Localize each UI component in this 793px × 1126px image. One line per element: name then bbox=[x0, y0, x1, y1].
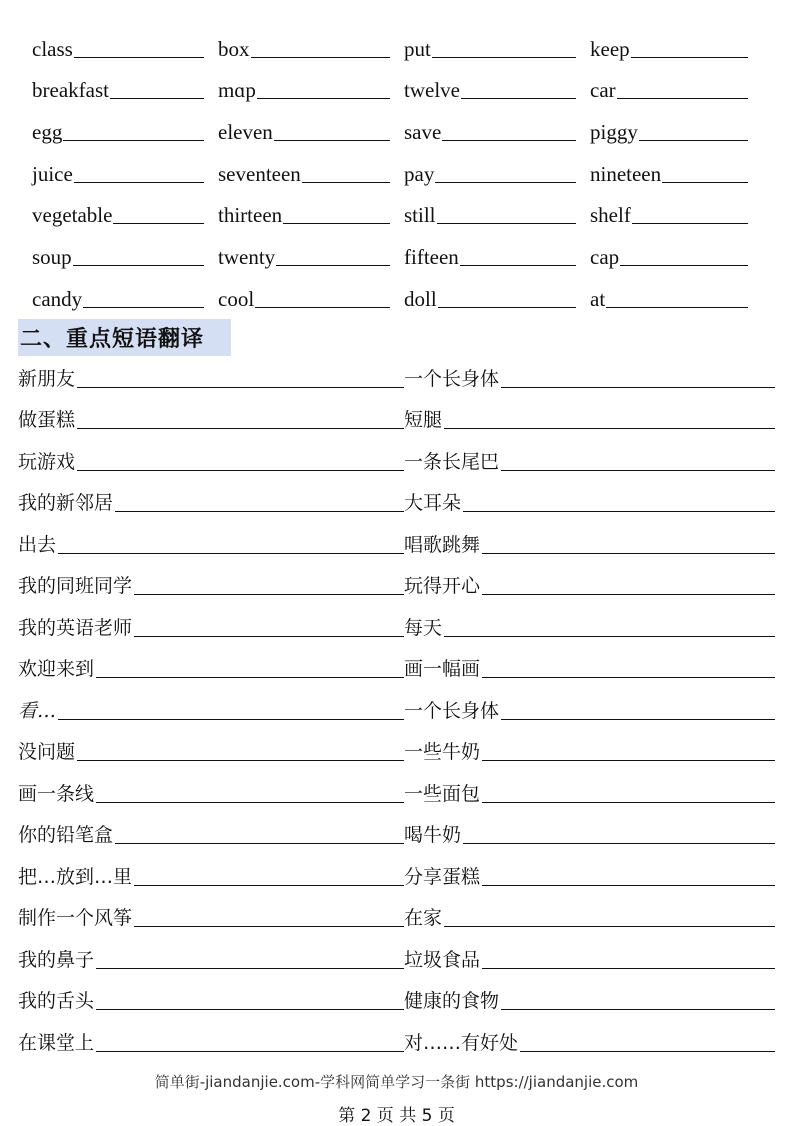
phrase-item bbox=[18, 978, 404, 1020]
word-item bbox=[32, 191, 218, 233]
phrase-text: 我的同班同学 bbox=[18, 575, 133, 597]
word-item bbox=[404, 66, 590, 108]
phrase-item bbox=[18, 563, 404, 605]
phrase-text: 喝牛奶 bbox=[404, 824, 462, 846]
phrase-text: 一些面包 bbox=[404, 782, 481, 805]
phrase-item bbox=[404, 687, 775, 729]
phrase-text: 每天 bbox=[404, 616, 443, 639]
answer-blank[interactable] bbox=[96, 1009, 404, 1010]
answer-blank[interactable] bbox=[444, 428, 775, 429]
word-item bbox=[590, 191, 762, 233]
word-text: candy bbox=[32, 286, 83, 311]
word-item bbox=[32, 107, 218, 149]
word-text: piggy bbox=[590, 120, 638, 145]
answer-blank[interactable] bbox=[461, 98, 576, 99]
word-item bbox=[218, 107, 404, 149]
answer-blank[interactable] bbox=[460, 265, 576, 266]
word-item bbox=[590, 274, 762, 316]
answer-blank[interactable] bbox=[438, 307, 576, 308]
phrase-text: 把…放到…里 bbox=[18, 865, 133, 888]
phrase-item bbox=[404, 1019, 775, 1061]
phrase-item bbox=[18, 812, 404, 854]
phrase-text: 我的新邻居 bbox=[18, 492, 114, 514]
answer-blank[interactable] bbox=[442, 140, 576, 141]
phrase-text: 对……有好处 bbox=[404, 1031, 519, 1054]
phrase-item bbox=[18, 521, 404, 563]
word-item bbox=[404, 149, 590, 191]
answer-blank[interactable] bbox=[501, 387, 775, 388]
phrase-text: 我的舌头 bbox=[18, 990, 95, 1012]
answer-blank[interactable] bbox=[251, 57, 391, 58]
answer-blank[interactable] bbox=[77, 470, 404, 471]
phrase-text: 一条长尾巴 bbox=[404, 450, 500, 473]
phrase-item bbox=[18, 770, 404, 812]
word-text: put bbox=[404, 36, 431, 61]
phrase-text: 出去 bbox=[18, 533, 57, 556]
answer-blank[interactable] bbox=[620, 265, 748, 266]
answer-blank[interactable] bbox=[96, 802, 404, 803]
phrase-item bbox=[404, 770, 775, 812]
answer-blank[interactable] bbox=[73, 265, 204, 266]
word-text: doll bbox=[404, 286, 437, 311]
phrase-text: 新朋友 bbox=[18, 367, 76, 390]
answer-blank[interactable] bbox=[631, 57, 748, 58]
phrase-item bbox=[18, 355, 404, 397]
phrase-text: 看… bbox=[18, 699, 57, 722]
word-item bbox=[32, 66, 218, 108]
phrase-item bbox=[18, 729, 404, 771]
phrase-item bbox=[404, 355, 775, 397]
phrase-text: 大耳朵 bbox=[404, 492, 462, 514]
answer-blank[interactable] bbox=[58, 553, 404, 554]
answer-blank[interactable] bbox=[437, 223, 576, 224]
phrase-item bbox=[404, 895, 775, 937]
word-item bbox=[590, 232, 762, 274]
word-item bbox=[32, 24, 218, 66]
phrase-item bbox=[404, 936, 775, 978]
phrase-item bbox=[404, 729, 775, 771]
answer-blank[interactable] bbox=[283, 223, 390, 224]
answer-blank[interactable] bbox=[520, 1051, 775, 1052]
word-item bbox=[218, 274, 404, 316]
answer-blank[interactable] bbox=[463, 511, 775, 512]
phrase-item bbox=[404, 646, 775, 688]
phrase-item bbox=[404, 812, 775, 854]
word-text: save bbox=[404, 120, 442, 145]
word-item bbox=[218, 66, 404, 108]
phrase-text: 我的英语老师 bbox=[18, 616, 133, 639]
word-item bbox=[218, 232, 404, 274]
phrase-item bbox=[18, 397, 404, 439]
word-item bbox=[404, 191, 590, 233]
word-text: still bbox=[404, 203, 436, 228]
phrase-item bbox=[18, 604, 404, 646]
phrase-item bbox=[18, 480, 404, 522]
answer-blank[interactable] bbox=[501, 719, 775, 720]
answer-blank[interactable] bbox=[501, 470, 775, 471]
word-text: mɑp bbox=[218, 78, 256, 103]
word-text: fifteen bbox=[404, 245, 459, 270]
phrase-text: 我的鼻子 bbox=[18, 948, 95, 971]
answer-blank[interactable] bbox=[606, 307, 748, 308]
phrase-text: 垃圾食品 bbox=[404, 948, 481, 971]
answer-blank[interactable] bbox=[274, 140, 390, 141]
word-item bbox=[32, 274, 218, 316]
answer-blank[interactable] bbox=[302, 182, 390, 183]
word-text: class bbox=[32, 36, 73, 61]
answer-blank[interactable] bbox=[482, 885, 775, 886]
answer-blank[interactable] bbox=[110, 98, 204, 99]
word-text: twelve bbox=[404, 78, 460, 103]
word-text: soup bbox=[32, 245, 72, 270]
answer-blank[interactable] bbox=[134, 594, 404, 595]
answer-blank[interactable] bbox=[482, 802, 775, 803]
phrase-text: 画一条线 bbox=[18, 782, 95, 805]
answer-blank[interactable] bbox=[639, 140, 748, 141]
phrase-item bbox=[18, 438, 404, 480]
word-text: egg bbox=[32, 120, 63, 145]
word-item bbox=[590, 66, 762, 108]
answer-blank[interactable] bbox=[257, 98, 390, 99]
word-item bbox=[32, 149, 218, 191]
answer-blank[interactable] bbox=[134, 636, 404, 637]
phrase-item bbox=[404, 521, 775, 563]
word-text: at bbox=[590, 286, 606, 311]
phrase-text: 分享蛋糕 bbox=[404, 865, 481, 888]
word-item bbox=[590, 149, 762, 191]
phrase-text: 玩游戏 bbox=[18, 450, 76, 473]
answer-blank[interactable] bbox=[632, 223, 748, 224]
word-item bbox=[404, 232, 590, 274]
word-item bbox=[218, 191, 404, 233]
word-text: thirteen bbox=[218, 203, 283, 228]
word-text: keep bbox=[590, 36, 630, 61]
phrase-item bbox=[404, 853, 775, 895]
phrase-item bbox=[404, 438, 775, 480]
word-item bbox=[404, 274, 590, 316]
phrase-text: 玩得开心 bbox=[404, 575, 481, 597]
word-text: vegetable bbox=[32, 203, 113, 228]
answer-blank[interactable] bbox=[77, 760, 404, 761]
phrase-text: 画一幅画 bbox=[404, 658, 481, 680]
word-text: nineteen bbox=[590, 161, 662, 186]
answer-blank[interactable] bbox=[113, 223, 204, 224]
word-text: pay bbox=[404, 161, 435, 186]
phrase-text: 健康的食物 bbox=[404, 990, 500, 1012]
answer-blank[interactable] bbox=[444, 636, 775, 637]
phrase-text: 没问题 bbox=[18, 741, 76, 763]
answer-blank[interactable] bbox=[77, 428, 404, 429]
answer-blank[interactable] bbox=[482, 677, 775, 678]
phrase-text: 一个长身体 bbox=[404, 367, 500, 390]
answer-blank[interactable] bbox=[255, 307, 390, 308]
phrase-text: 做蛋糕 bbox=[18, 409, 76, 431]
phrase-text: 欢迎来到 bbox=[18, 658, 95, 680]
answer-blank[interactable] bbox=[134, 885, 404, 886]
answer-blank[interactable] bbox=[115, 843, 404, 844]
footer-site: 简单街-jiandanjie.com-学科网简单学习一条街 https://jiandanjie.com bbox=[154, 1073, 639, 1091]
phrase-text: 在家 bbox=[404, 907, 443, 929]
word-item bbox=[404, 107, 590, 149]
answer-blank[interactable] bbox=[74, 182, 204, 183]
phrase-text: 一个长身体 bbox=[404, 699, 500, 722]
answer-blank[interactable] bbox=[63, 140, 204, 141]
word-item bbox=[590, 24, 762, 66]
word-grid bbox=[32, 24, 762, 316]
word-text: box bbox=[218, 36, 250, 61]
answer-blank[interactable] bbox=[501, 1009, 775, 1010]
phrase-item bbox=[404, 397, 775, 439]
phrase-text: 一些牛奶 bbox=[404, 741, 481, 763]
phrase-grid bbox=[18, 355, 775, 1061]
word-text: cool bbox=[218, 286, 255, 311]
phrase-item bbox=[404, 480, 775, 522]
answer-blank[interactable] bbox=[482, 968, 775, 969]
phrase-text: 在课堂上 bbox=[18, 1031, 95, 1054]
phrase-item bbox=[18, 853, 404, 895]
phrase-text: 唱歌跳舞 bbox=[404, 533, 481, 556]
word-text: juice bbox=[32, 161, 73, 186]
word-text: car bbox=[590, 78, 616, 103]
phrase-item bbox=[18, 1019, 404, 1061]
answer-blank[interactable] bbox=[276, 265, 390, 266]
word-text: eleven bbox=[218, 120, 273, 145]
answer-blank[interactable] bbox=[435, 182, 576, 183]
phrase-item bbox=[18, 687, 404, 729]
phrase-item bbox=[404, 563, 775, 605]
answer-blank[interactable] bbox=[617, 98, 748, 99]
word-item bbox=[218, 149, 404, 191]
word-text: shelf bbox=[590, 203, 631, 228]
answer-blank[interactable] bbox=[463, 843, 775, 844]
answer-blank[interactable] bbox=[432, 57, 576, 58]
phrase-text: 短腿 bbox=[404, 409, 443, 431]
phrase-text: 制作一个风筝 bbox=[18, 907, 133, 929]
answer-blank[interactable] bbox=[134, 926, 404, 927]
answer-blank[interactable] bbox=[83, 307, 204, 308]
word-item bbox=[590, 107, 762, 149]
phrase-item bbox=[18, 646, 404, 688]
word-text: cap bbox=[590, 245, 620, 270]
phrase-item bbox=[404, 604, 775, 646]
answer-blank[interactable] bbox=[96, 968, 404, 969]
phrase-item bbox=[18, 895, 404, 937]
word-item bbox=[404, 24, 590, 66]
word-item bbox=[218, 24, 404, 66]
phrase-item bbox=[18, 936, 404, 978]
answer-blank[interactable] bbox=[58, 719, 404, 720]
word-item bbox=[32, 232, 218, 274]
answer-blank[interactable] bbox=[482, 553, 775, 554]
phrase-text: 你的铅笔盒 bbox=[18, 824, 114, 846]
answer-blank[interactable] bbox=[96, 677, 404, 678]
answer-blank[interactable] bbox=[115, 511, 404, 512]
answer-blank[interactable] bbox=[482, 594, 775, 595]
answer-blank[interactable] bbox=[662, 182, 748, 183]
answer-blank[interactable] bbox=[444, 926, 775, 927]
word-text: breakfast bbox=[32, 78, 109, 103]
answer-blank[interactable] bbox=[482, 760, 775, 761]
word-text: seventeen bbox=[218, 161, 301, 186]
answer-blank[interactable] bbox=[74, 57, 204, 58]
answer-blank[interactable] bbox=[96, 1051, 404, 1052]
footer-page-number: 第 2 页 共 5 页 bbox=[338, 1106, 455, 1126]
section-title: 二、重点短语翻译 bbox=[18, 319, 231, 356]
answer-blank[interactable] bbox=[77, 387, 404, 388]
word-text: twenty bbox=[218, 245, 276, 270]
phrase-item bbox=[404, 978, 775, 1020]
